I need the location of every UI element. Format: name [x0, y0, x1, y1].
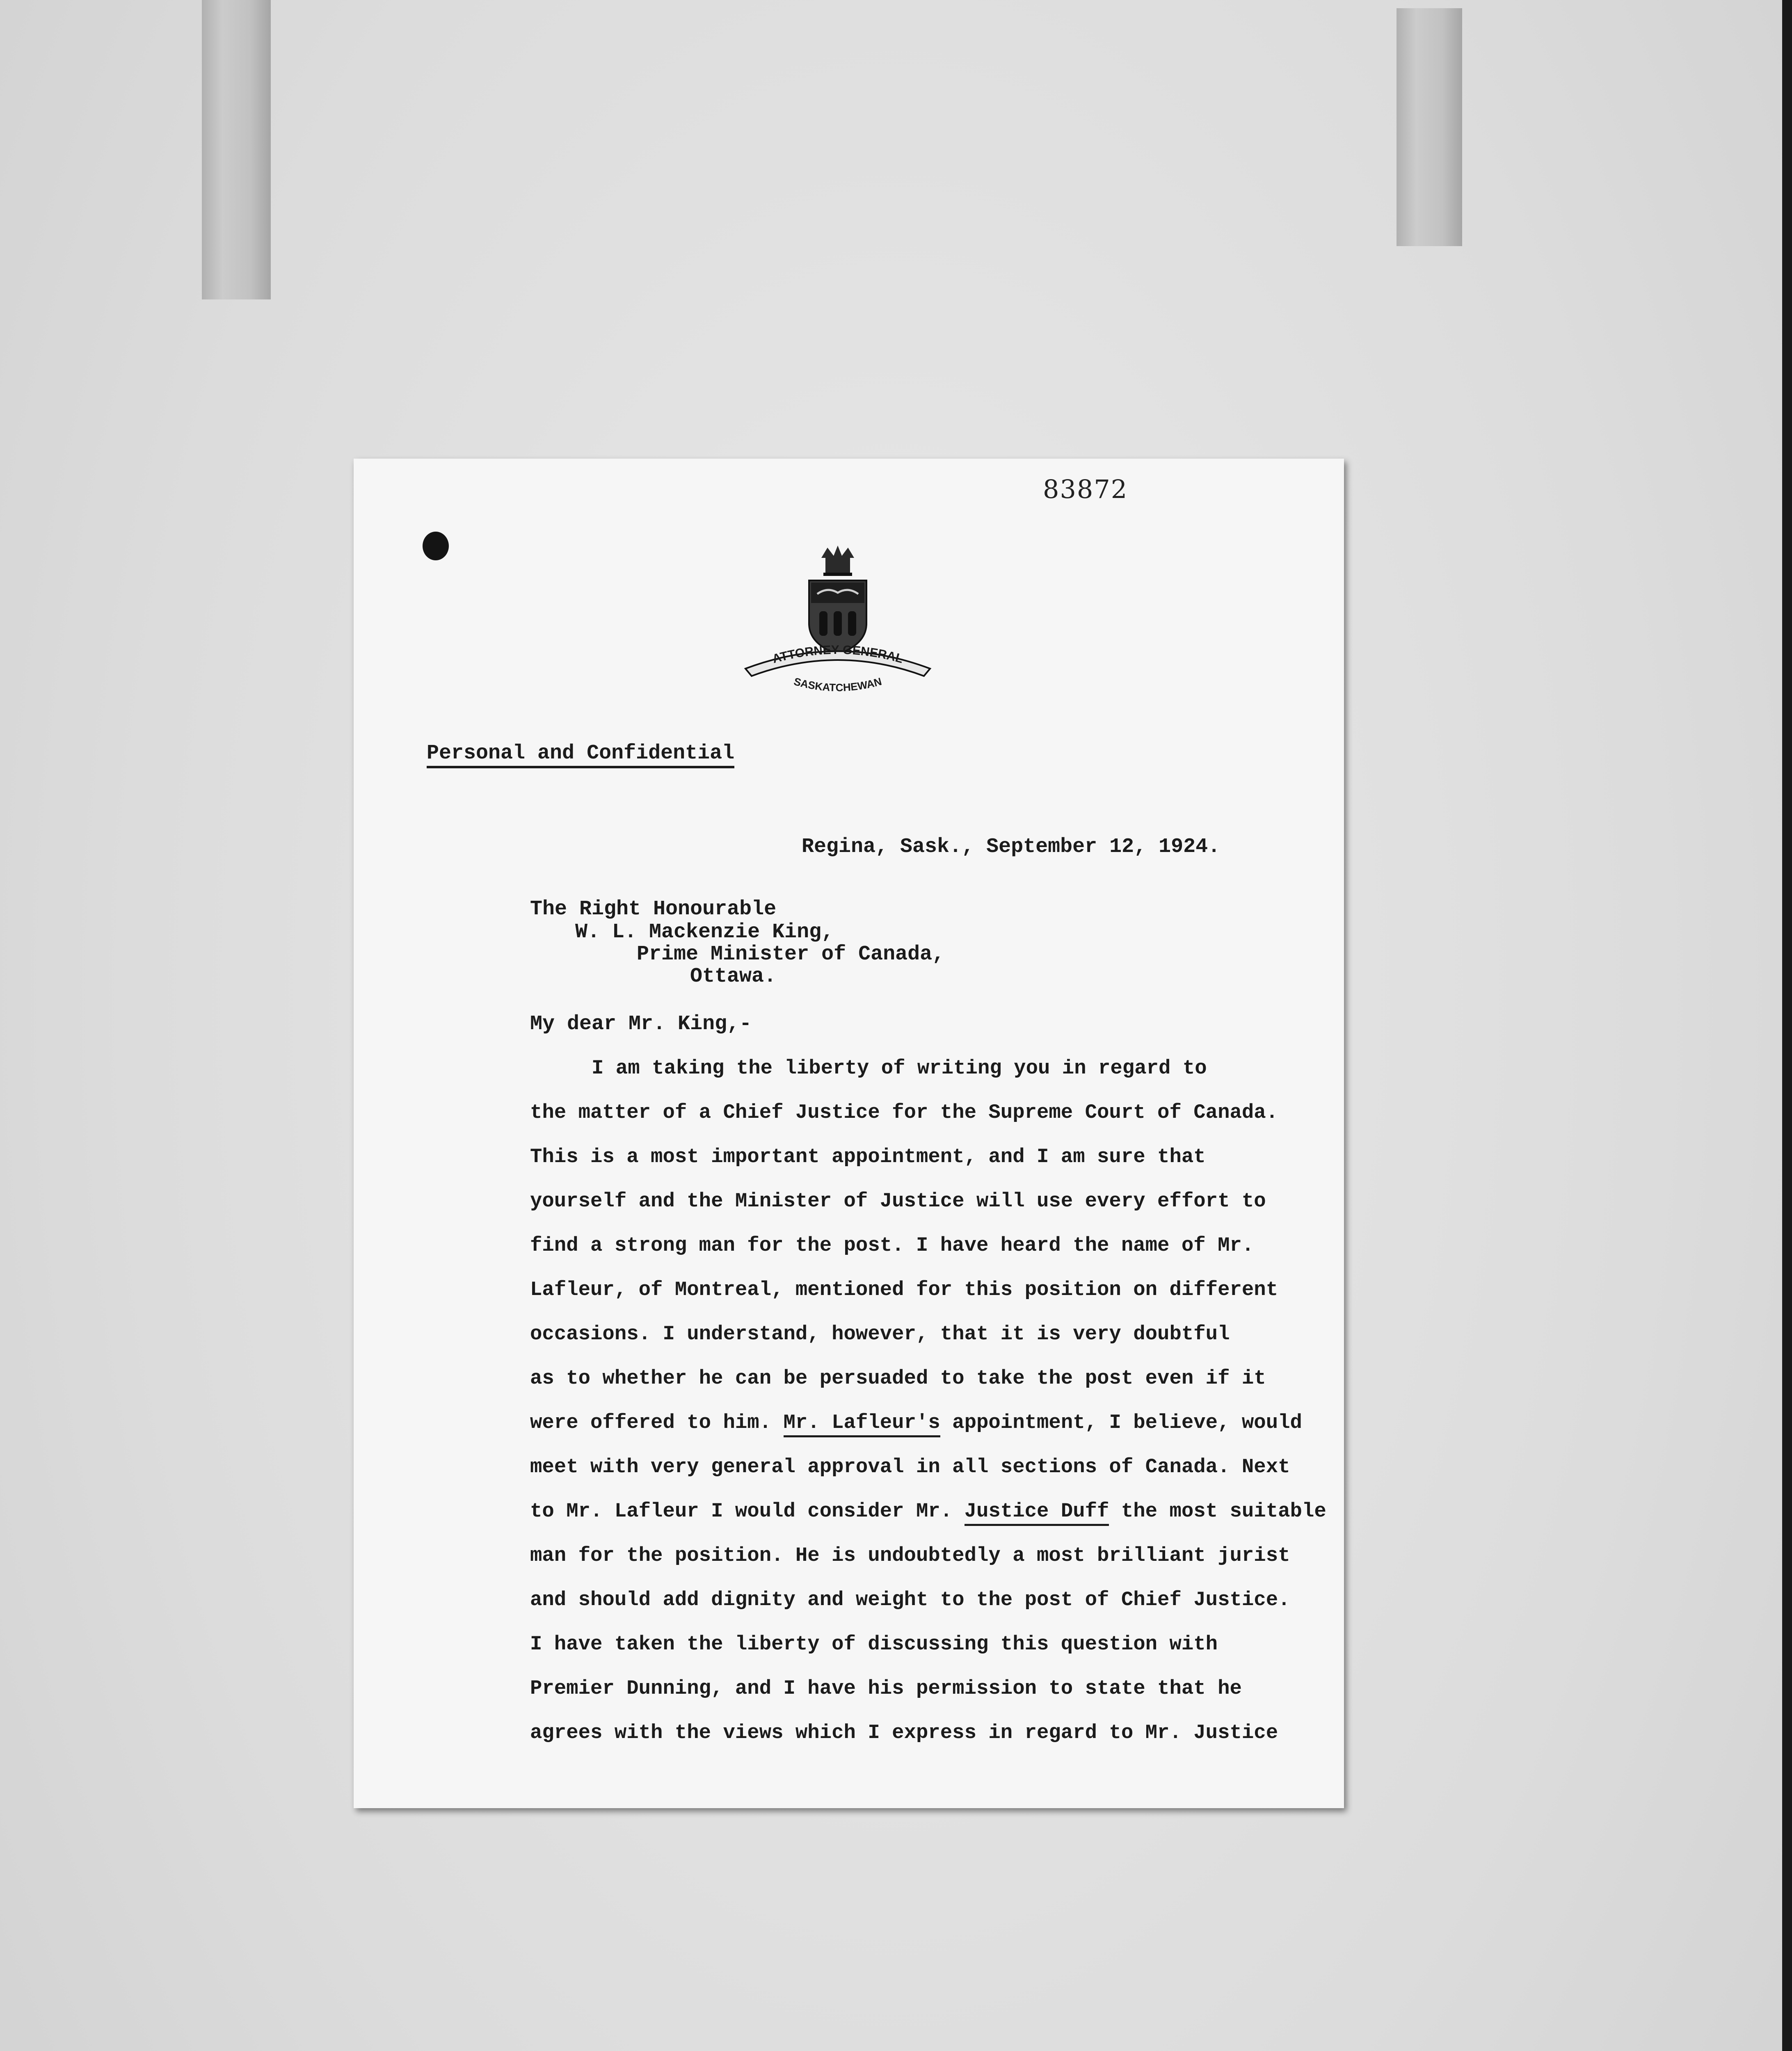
body-line: as to whether he can be persuaded to take the post even if it — [530, 1367, 1266, 1390]
underlined-name: Mr. Lafleur's — [784, 1411, 940, 1437]
body-line: Premier Dunning, and I have his permission to state that he — [530, 1677, 1242, 1700]
body-line: find a strong man for the post. I have heard the name of Mr. — [530, 1234, 1254, 1257]
body-line: yourself and the Minister of Justice will use every effort to — [530, 1190, 1266, 1213]
underlined-name: Justice Duff — [965, 1500, 1109, 1526]
body-line: meet with very general approval in all sections of Canada. Next — [530, 1455, 1290, 1478]
body-line: were offered to him. Mr. Lafleur's appointment, I believe, would — [530, 1411, 1302, 1434]
letter-heading: Personal and Confidential — [427, 742, 734, 768]
body-line: This is a most important appointment, and I am sure that — [530, 1145, 1206, 1168]
tape-strip — [1397, 8, 1462, 246]
body-line: the matter of a Chief Justice for the Supreme Court of Canada. — [530, 1101, 1278, 1124]
svg-text:SASKATCHEWAN: SASKATCHEWAN — [792, 675, 883, 694]
body-line: occasions. I understand, however, that it is very doubtful — [530, 1322, 1230, 1345]
svg-text:ATTORNEY GENERAL: ATTORNEY GENERAL — [770, 643, 905, 666]
dateline: Regina, Sask., September 12, 1924. — [802, 835, 1221, 859]
body-line: agrees with the views which I express in regard to Mr. Justice — [530, 1721, 1278, 1744]
body-line: I have taken the liberty of discussing this question with — [530, 1633, 1218, 1656]
scan-edge — [1782, 0, 1792, 2051]
body-line: Lafleur, of Montreal, mentioned for this position on different — [530, 1278, 1278, 1301]
body-line: I am taking the liberty of writing you in regard to — [592, 1057, 1207, 1080]
address-line: W. L. Mackenzie King, — [575, 920, 834, 944]
salutation: My dear Mr. King,- — [530, 1012, 752, 1036]
body-line: and should add dignity and weight to the post of Chief Justice. — [530, 1588, 1290, 1611]
body-line: man for the position. He is undoubtedly a most brilliant jurist — [530, 1544, 1290, 1567]
body-line: to Mr. Lafleur I would consider Mr. Justice Duff the most suitable — [530, 1500, 1326, 1523]
punch-hole — [423, 532, 449, 560]
file-number: 83872 — [1043, 474, 1128, 504]
letter-page — [354, 459, 1344, 1808]
crown-icon — [821, 546, 854, 576]
attorney-general-crest-icon — [737, 546, 938, 701]
address-line: The Right Honourable — [530, 898, 777, 921]
address-line: Prime Minister of Canada, — [637, 943, 945, 966]
tape-strip — [202, 0, 271, 299]
address-line: Ottawa. — [690, 965, 777, 988]
